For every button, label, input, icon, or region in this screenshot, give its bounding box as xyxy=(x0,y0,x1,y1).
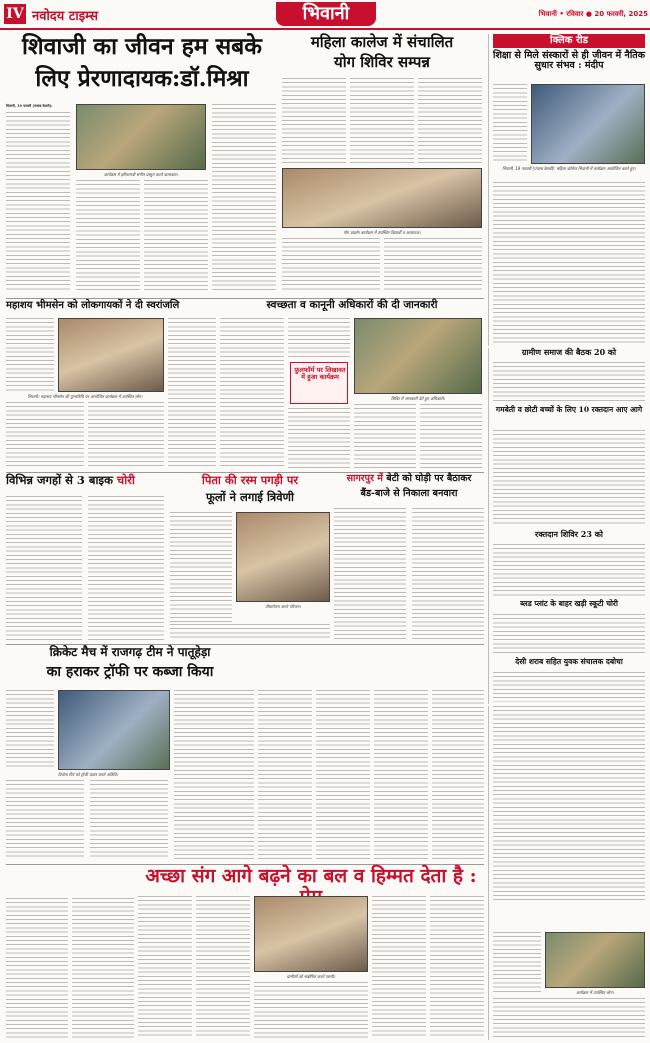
body-text xyxy=(6,690,54,770)
body-text xyxy=(258,690,312,860)
article-bhimsen xyxy=(6,300,216,470)
photo-caption: भिवानी। महाशय भीमसेन की पुण्यतिथि पर आयोजित कार्यक्रम में उपस्थित लोग। xyxy=(27,394,143,399)
body-text xyxy=(354,404,416,468)
article-yoga xyxy=(282,34,482,296)
headline-line-2: का हराकर ट्रॉफी पर कब्जा किया xyxy=(46,664,214,680)
body-text xyxy=(493,430,645,526)
headline xyxy=(6,474,166,492)
body-text xyxy=(384,238,482,292)
headline-raktdan: रक्तदान शिविर 23 को xyxy=(535,529,603,539)
headline-line-2 xyxy=(258,665,484,685)
body-text xyxy=(76,180,140,292)
headline-line-1 xyxy=(334,474,484,488)
headline-blood: ब्लड प्लांट के बाहर खड़ी स्कूटी चोरी xyxy=(520,599,618,608)
body-text xyxy=(6,318,54,392)
body-text xyxy=(412,508,484,640)
headline: अच्छा संग आगे बढ़ने का बल व हिम्मत देता है : xyxy=(145,865,477,887)
photo-caption: ग्रामीणों को संबोधित करते एसपी। xyxy=(286,974,336,979)
body-text xyxy=(6,402,84,468)
box-headline: फुलफॉर्म पर लिखावत में हुआ कार्यक्रम xyxy=(294,366,346,382)
section-title: भिवानी xyxy=(276,2,376,26)
body-text xyxy=(493,998,645,1038)
body-text xyxy=(6,780,84,860)
body-text xyxy=(493,614,645,654)
body-text xyxy=(334,508,406,640)
body-text xyxy=(90,780,168,860)
photo-caption: कार्यक्रम में उपस्थित लोग। xyxy=(576,990,614,995)
photo xyxy=(236,512,330,602)
body-text xyxy=(374,690,428,860)
headline-line-2: फूलों ने लगाई त्रिवेणी xyxy=(206,490,294,504)
photo-caption: शिविर में जानकारी देते हुए अधिकारी। xyxy=(391,396,445,401)
kicker-box: क्लिक रीड xyxy=(493,34,645,48)
photo-caption: कार्यक्रम में हरियाणवी संगीत प्रस्तुत करते कलाकार। xyxy=(104,172,178,177)
body-text xyxy=(6,112,70,292)
headline-line-1 xyxy=(258,646,484,664)
body-text xyxy=(6,496,82,640)
article-sangathan xyxy=(488,706,646,1040)
body-text xyxy=(493,544,645,596)
photo-caption: योग प्रदर्शन कार्यक्रम में उपस्थित विद्यार्थी व अध्यापक। xyxy=(343,230,421,235)
article-shivaji xyxy=(6,34,278,296)
photo xyxy=(76,104,206,170)
body-text xyxy=(372,896,426,1038)
body-text xyxy=(170,512,232,622)
article-pratibha xyxy=(6,866,134,1040)
body-text xyxy=(282,78,346,164)
body-text xyxy=(196,896,250,1038)
article-dateline: भिवानी, 19 फरवरी (पंजाब केसरी): xyxy=(6,104,53,108)
body-text xyxy=(432,690,484,860)
article-rights xyxy=(220,300,484,470)
headline-gangotri: गमबेती व छोटी बच्चों के लिए 10 रक्तदान आए आगे xyxy=(495,405,643,414)
headline-line-1: शिवाजी का जीवन हम सबके xyxy=(22,33,262,60)
article-click-reed xyxy=(488,34,646,346)
headline-line-2: योग शिविर सम्पन्न xyxy=(334,53,430,71)
body-text xyxy=(493,84,527,164)
body-text xyxy=(288,318,350,358)
article-bike-chori xyxy=(6,474,166,642)
body-text xyxy=(418,78,482,164)
photo xyxy=(354,318,482,394)
photo xyxy=(58,318,164,392)
body-text xyxy=(493,932,541,992)
headline-line-2 xyxy=(6,880,134,894)
photo-caption: पौधारोपण करते परिजन। xyxy=(265,604,301,609)
photo xyxy=(545,932,645,988)
body-text xyxy=(72,898,134,1038)
body-text xyxy=(88,402,164,468)
masthead xyxy=(0,0,650,30)
photo xyxy=(58,690,170,770)
photo xyxy=(531,84,645,164)
body-text xyxy=(138,896,192,1038)
headline: स्वच्छता व कानूनी अधिकारों की दी जानकारी xyxy=(266,299,438,311)
article-sagarpur xyxy=(334,474,484,642)
headline: शिक्षा से मिले संस्कारों से ही जीवन में नैतिक सुधार संभव : मंदीप xyxy=(493,50,645,72)
article-cricket xyxy=(6,646,254,862)
body-text xyxy=(430,896,484,1038)
paper-name: नवोदय टाइम्स xyxy=(32,9,99,24)
body-text xyxy=(282,238,380,292)
photo-caption: विजेता टीम को ट्रॉफी प्रदान करते अतिथि। xyxy=(57,772,119,777)
body-text xyxy=(220,318,284,468)
body-text xyxy=(170,624,330,640)
body-text xyxy=(493,362,645,402)
photo-caption: भिवानी, 19 फरवरी (पंजाब केसरी): महिला कॉलेज भिवानी में कार्यक्रम आयोजित करते हुए। xyxy=(502,166,636,171)
page-number: IV xyxy=(4,4,26,24)
headline-line-1: क्रिकेट मैच में राजगढ़ टीम ने पातूहेड़ा xyxy=(49,645,211,659)
body-text xyxy=(420,404,482,468)
dateline: भिवानी • रविवार ● 20 फरवरी, 2025 xyxy=(538,10,648,18)
right-column xyxy=(488,348,646,704)
headline-part: सागरपुर में xyxy=(346,473,387,484)
body-text xyxy=(6,898,68,1038)
body-text xyxy=(212,104,276,292)
headline-line-2: बैंड-बाजे से निकाला बनवारा xyxy=(360,488,458,499)
headline-part: चोरी xyxy=(116,473,135,487)
body-text xyxy=(288,408,350,468)
body-text xyxy=(493,182,645,344)
headline-panchayat: ग्रामीण समाज की बैठक 20 को xyxy=(521,347,617,357)
body-text xyxy=(174,690,254,860)
headline-line-2: लिए प्रेरणादायक:डॉ.मिश्रा xyxy=(35,65,249,92)
body-text xyxy=(88,496,164,640)
photo xyxy=(282,168,482,228)
body-text xyxy=(316,690,370,860)
headline-line-1 xyxy=(6,866,134,880)
headline-line-1: महिला कालेज में संचालित xyxy=(310,33,454,51)
body-text xyxy=(350,78,414,164)
headline-line-1: पिता की रस्म पगड़ी पर xyxy=(201,473,299,487)
body-text xyxy=(493,706,645,902)
headline-part: बेटी को घोड़ी पर बैठाकर xyxy=(386,473,472,484)
article-pagdi xyxy=(170,474,330,642)
photo xyxy=(254,896,368,972)
article-police xyxy=(138,866,484,1040)
article-nss xyxy=(258,646,484,862)
headline-dababa: देसी शराब सहित युवक संचालक दबोचा xyxy=(515,657,623,666)
body-text xyxy=(144,180,208,292)
body-text xyxy=(493,672,645,702)
headline: महाशय भीमसेन को लोकगायकों ने दी स्वरांजलि xyxy=(6,300,180,311)
headline xyxy=(493,906,645,928)
headline-part: विभिन्न जगहों से 3 बाइक xyxy=(6,473,117,487)
pradarshan-box xyxy=(290,362,348,404)
body-text xyxy=(168,318,216,468)
body-text xyxy=(254,982,368,1038)
